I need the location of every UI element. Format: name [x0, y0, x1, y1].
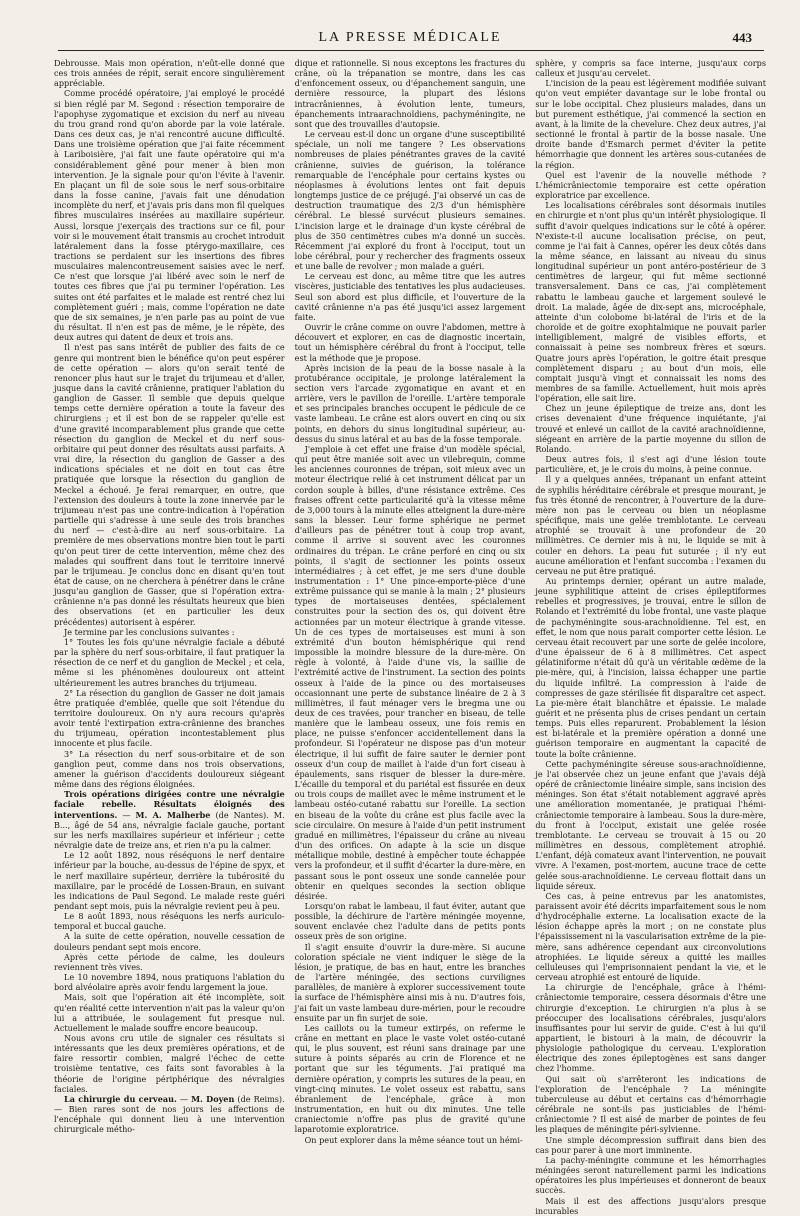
paragraph: Le 8 août 1893, nous réséquons les nerfs auriculo-temporal et buccal gauche.: [54, 911, 285, 932]
paragraph: sphère, y compris sa face interne, jusqu'aux corps calleux et jusqu'au cervelet.: [535, 58, 767, 79]
paragraph: Les caillots ou la tumeur extirpés, on referme le crâne en mettant en place le vaste volet ostéo-cutané qui, le plus souvent, est réuni sans drainage par une suture à points séparés au crin de Florence et ne portant que sur les téguments. J'ai pratiqué ma dernière opération, y compris les sutures de la peau, en vingt-cinq minutes. Le volet osseux est rabattu, sans ébranlement de l'encéphale, grâce à mon instrumentation, en huit ou dix minutes. Une telle craniectomie n'offre pas plus de gravité qu'une laparotomie exploratrice.: [294, 1022, 526, 1135]
paragraph: Ces cas, à peine entrevus par les anatomistes, paraissent avoir été décrits imparfaitement sous le nom d'hydrocéphalie externe. La localisation exacte de la lésion échappe après la mort ; on ne constate plus l'épaississement ni la vascularisation extrême de la pie-mère, sans adhérence cependant aux circonvolutions atrophiées. Le liquide séreux a quitté les mailles celluleuses qui l'emprisonnaient pendant la vie, et le cerveau atrophié est entouré de liquide.: [535, 890, 767, 983]
paragraph: Nous avons cru utile de signaler ces résultats si intéressants que les deux premières opérations, et de faire ressortir combien, malgré l'échec de cette troisième tentative, ces faits sont favorables à la théorie de l'origine périphérique des névralgies faciales.: [54, 1033, 285, 1094]
section-body: (de Reims). — Bien rares sont de nos jours les affections de l'encéphale qui donnent lieu à une intervention chirurgicale métho-: [54, 1093, 285, 1135]
page-number: 443: [732, 30, 752, 45]
paragraph: 1° Toutes les fois qu'une névralgie faciale a débuté par la sphère du nerf sous-orbitaire, il faut pratiquer la résection de ce nerf et du ganglion de Meckel ; et cela, même si les phénomènes douloureux ont atteint ultérieurement les autres branches du trijumeau.: [54, 636, 285, 688]
paragraph: Quel est l'avenir de la nouvelle méthode ? L'hémicrâniectomie temporaire est cette opération exploratrice par excellence.: [535, 169, 767, 201]
page-header: [60, 30, 760, 50]
paragraph: Cette pachyméningite séreuse sous-arachnoïdienne, je l'ai observée chez un jeune enfant que j'avais déjà opéré de crâniectomie linéaire simple, sans incision des méninges. Son état s'était notablement aggravé après une amélioration momentanée, je pratiquai l'hémi-crâniectomie temporaire à lambeau. Sous la dure-mère, du front à l'occiput, existait une gelée rosée tremblotante. Le cerveau se trouvait à 15 ou 20 millimètres en dessous, complètement atrophié. L'enfant, déjà comateux avant l'intervention, ne pouvait vivre. A l'examen, post-mortem, aucune trace de cette gelée sous-arachnoïdienne. Le cerveau flottait dans un liquide séreux.: [535, 758, 767, 891]
paragraph: Je termine par les conclusions suivantes :: [64, 626, 235, 637]
paragraph: Après incision de la peau de la bosse nasale à la protubérance occipitale, je prolonge latéralement la section vers l'arcade zygomatique en avant et en arrière, vers le pavillon de l'oreille. L'artère temporale et ses principales branches occupent le pédicule de ce vaste lambeau. Le crâne est alors ouvert en cinq ou six points, en dehors du sinus longitudinal supérieur, au-dessus du sinus latéral et au bas de la fosse temporale.: [294, 362, 526, 444]
section-author: M. Doyen: [191, 1093, 235, 1104]
section-paragraph: La chirurgie du cerveau. — M. Doyen (de Reims). — Bien rares sont de nos jours les affections de l'encéphale qui donnent lieu à une intervention chirurgicale métho-: [54, 1093, 285, 1135]
paragraph: Qui sait où s'arrêteront les indications de l'exploration de l'encéphale ? La méningite tuberculeuse au début et certains cas d'hémorrhagie cérébrale ne sont-ils pas justiciables de l'hémi-crâniectomie ? Il est aisé de marber de pointes de feu les plaques de méningite péri-sylvienne.: [535, 1073, 767, 1135]
paragraph: Il n'est pas sans intérêt de publier des faits de ce genre qui montrent bien le bénéfice qu'on peut espérer de cette opération — alors qu'on serait tenté de renoncer plus haut sur le trajet du trijumeau et d'aller, jusque dans la cavité crânienne, pratiquer l'ablation du ganglion de Gasser. Il semble que depuis quelque temps cette dernière opération a toute la faveur des chirurgiens ; et il est bon de se rappeler qu'elle est d'une gravité incomparablement plus grande que cette résection du ganglion de Meckel et du nerf sous-orbitaire qui peut donner des résultats aussi parfaits. A vrai dire, la résection du ganglion de Gasser a des indications spéciales et ne doit en tout cas être pratiquée que lorsque la résection du ganglion de Meckel a échoué. Je ferai remarquer, en outre, que l'extension des douleurs à toute la zone innervée par le trijumeau n'est pas une contre-indication à l'opération partielle qui s'adresse à une seule des trois branches du nerf — c'est-à-dire au nerf sous-orbitaire. La première de mes observations montre bien tout le parti qu'on peut tirer de cette intervention, même chez des malades qui souffrent dans tout le territoire innervé par le trijumeau. Je conclus donc en disant qu'en tout état de cause, on ne cherchera à pénétrer dans le crâne jusqu'au ganglion de Gasser, que si l'opération extra-crânienne n'a pas donné les résultats heureux que bien des observations (et en particulier les deux précédentes) autorisent à espérer.: [54, 342, 285, 627]
paragraph: Le cerveau est-il donc un organe d'une susceptibilité spéciale, un noli me tangere ? Les observations nombreuses de plaies pénétrantes graves de la cavité crânienne, suivies de guérison, la tolérance remarquable de l'encéphale pour certains kystes ou néoplasmes à évolutions lentes ont fait depuis longtemps justice de ce préjugé. J'ai observé un cas de destruction traumatique des 2/3 d'un hémisphère cérébral. Le blessé survécut plusieurs semaines. L'incision large et le drainage d'un kyste cérébral de plus de 350 centimètres cubes m'a donné un succès. Récemment j'ai exploré du front à l'occiput, tout un lobe cérébral, pour y rechercher des fragments osseux et une balle de revolver ; mon malade a guéri.: [294, 129, 526, 272]
paragraph: L'incision de la peau est légèrement modifiée suivant qu'on veut empiéter davantage sur le lobe frontal ou sur le lobe occipital. Chez plusieurs malades, dans un but purement esthétique, j'ai commencé la section en avant, à la limite de la chevelure. Chez deux autres, j'ai sectionné le frontal à partir de la bosse nasale. Une droite bande d'Esmarch permet d'éviter la petite hémorrhagie que donnent les artères sous-cutanées de la région.: [535, 78, 767, 170]
paragraph: Mais il est des affections jusqu'alors presque incurables: [535, 1195, 767, 1216]
paragraph: dique et rationnelle. Si nous exceptons les fractures du crâne, où la trépanation se montre, dans les cas d'enfoncement osseux, ou d'épanchement sanguin, une dernière ressource, la plupart des lésions intracrâniennes, à évolution lente, tumeurs, épanchements intraarachnoïdiens, pachyméningite, ne sont que des trouvailles d'autopsie.: [294, 58, 526, 129]
paragraph: La pachy-méningite commune et les hémorrhagies méningées seront naturellement parmi les indications opératoires les plus impérieuses et donneront de beaux succès.: [535, 1154, 767, 1196]
paragraph: Une simple décompression suffirait dans bien des cas pour parer à une mort imminente.: [535, 1134, 767, 1155]
paragraph: Le 12 août 1892, nous réséquons le nerf dentaire inférieur par la bouche, au-dessus de l'épine de spyx, et le nerf maxillaire supérieur, derrière la tubérosité du maxillaire, par le procédé de Lossen-Braun, en suivant les indications de Paul Segond. Le malade reste guéri pendant sept mois, puis la névralgie revient peu à peu.: [54, 850, 285, 911]
paragraph: Lorsqu'on rabat le lambeau, il faut éviter, autant que possible, la déchirure de l'artère méningée moyenne, souvent enclavée chez l'adulte dans de petits ponts osseux près de son origine.: [294, 900, 526, 942]
column-1: [54, 58, 285, 1135]
text-columns: [54, 58, 767, 1216]
paragraph: 3° La résection du nerf sous-orbitaire et de son ganglion peut, comme dans nos trois observations, amener la guérison d'accidents douloureux siégeant même dans des régions éloignées.: [54, 748, 285, 790]
header-rule: [58, 50, 764, 51]
paragraph: La chirurgie de l'encéphale, grâce à l'hémi-crâniectomie temporaire, cessera désormais d'être une chirurgie d'exception. Le chirurgien n'a plus à se préoccuper des localisations cérébrales, jusqu'alors insuffisantes pour lui servir de guide. C'est à lui qu'il appartient, le bistouri à la main, de découvrir la physiologie pathologique du cerveau. L'exploration électrique des zones épileptogènes est sans danger chez l'homme.: [535, 982, 767, 1074]
paragraph: Il y a quelques années, trépanant un enfant atteint de syphilis héréditaire cérébrale et presque mourant, je fus très étonné de rencontrer, à l'ouverture de la dure-mère non pas le cerveau ou bien un néoplasme spécifique, mais une gelée tremblotante. Le cerveau atrophié se trouvait à une profondeur de 20 millimètres. Ce dernier mis à nu, le liquide se mit à couler en dehors. La peau fut suturée ; il n'y eut aucune amélioration et l'enfant succomba : l'examen du cerveau ne put être pratiqué.: [535, 474, 767, 576]
section-paragraph: Trois opérations dirigées contre une névralgie faciale rebelle. Résultats éloignés des interventions. — M. A. Malherbe (de Nantes). M. B..., âgé de 54 ans, névralgie faciale gauche, portant sur les nerfs maxillaires supérieur et inférieur ; cette névralgie date de treize ans, et rien n'a pu la calmer.: [54, 789, 285, 851]
section-title: Trois opérations dirigées contre une névralgie faciale rebelle. Résultats éloignés des interventions.: [54, 789, 285, 820]
paragraph: Les localisations cérébrales sont désormais inutiles en chirurgie et n'ont plus qu'un intérêt physiologique. Il suffit d'avoir quelques indications sur le côté à opérer. N'existe-t-il aucune localisation précise, on peut, comme je l'ai fait à Cannes, opérer les deux côtés dans la même séance, en laissant au niveau du sinus longitudinal supérieur un pont antéro-postérieur de 3 centimètres de largeur, qui fut même sectionné transversalement. Dans ce cas, j'ai complètement rabattu le lambeau gauche et largement soulevé le droit. La malade, âgée de dix-sept ans, microcéphale, atteinte d'un colobome bi-latéral de l'iris et de la choroïde et de goitre exophtalmique ne pouvait parler intelligiblement, malgré de visibles efforts, et connaissait à peine ses nombreux frères et sœurs. Quatre jours après l'opération, le goitre était presque complètement disparu ; au bout d'un mois, elle comptait jusqu'à vingt et connaissait les noms des membres de sa famille. Actuellement, huit mois après l'opération, elle sait lire.: [535, 200, 767, 404]
paragraph: Au printemps dernier, opérant un autre malade, jeune syphilitique atteint de crises épileptiformes rebelles et progressives, je trouvai, entre le sillon de Rolando et l'extrémité du lobe frontal, une vaste plaque de pachyméningite sous-arachnoïdienne. Tel est, en effet, le nom que nous parait comporter cette lésion. Le cerveau était recouvert par une sorte de gelée incolore, d'une épaisseur de 6 à 8 millimètres. Cet aspect gélatiniforme n'était dû qu'à un véritable œdème de la pie-mère, qui, à l'incision, laissa échapper une partie du liquide infiltré. La compression à l'aide de compresses de gaze stérilisée fit disparaître cet aspect. La pie-mère était blanchâtre et épaissie. Le malade guérit et ne présenta plus de crises pendant un certain temps. Puis elles reparurent. Probablement la lésion est bi-latérale et la première opération a donné une guérison temporaire en augmentant la capacité de toute la boîte crânienne.: [535, 575, 767, 759]
paragraph: Comme procédé opératoire, j'ai employé le procédé si bien réglé par M. Segond : résection temporaire de l'apophyse zygomatique et excision du nerf au niveau du trou grand rond qu'on aborde par la voie latérale. Dans ces deux cas, je n'ai rencontré aucune difficulté. Dans une troisième opération que j'ai faite récemment à Lariboisière, j'ai fait une faute opératoire qui m'a considérablement gêné pour mener à bien mon intervention. Je la signale pour qu'on l'évite à l'avenir. En plaçant un fil de soie sous le nerf sous-orbitaire dans la fosse canine, j'avais fait une dénudation incomplète du nerf, et j'avais pris dans mon fil quelques fibres musculaires insérées au maxillaire supérieur. Aussi, lorsque j'exerçais des tractions sur ce fil, pour voir si le mouvement était transmis au crochet introduit latéralement dans la fosse ptérygo-maxillaire, ces tractions se perdaient sur les insertions des fibres musculaires malencontreusement saisies avec le nerf. Ce n'est que lorsque j'ai libéré avec soin le nerf de toutes ces fibres que j'ai pu terminer l'opération. Les suites ont été parfaites et le malade est rentré chez lui complètement guéri ; mais, comme l'opération ne date que de six semaines, je n'en parle pas au point de vue du résultat. Il n'en est pas de même, je le répète, des deux autres qui datent de deux et trois ans.: [54, 88, 285, 343]
paragraph: Le cerveau est donc, au même titre que les autres viscères, justiciable des tentatives les plus audacieuses. Seul son abord est plus difficile, et l'ouverture de la cavité crânienne n'a pas été jusqu'ici assez largement faite.: [294, 271, 526, 322]
paragraph: Chez un jeune épileptique de treize ans, dont les crises devenaient d'une fréquence inquiétante, j'ai trouvé et enlevé un caillot de la cavité arachnoïdienne, siégeant en arrière de la partie moyenne du sillon de Rolando.: [535, 403, 767, 454]
paragraph: Mais, soit que l'opération ait été incomplète, soit qu'en réalité cette intervention n'ait pas la valeur qu'on lui a attribuée, le soulagement fut presque nul. Actuellement le malade souffre encore beaucoup.: [54, 992, 285, 1033]
column-3: [535, 58, 767, 1216]
paragraph: A la suite de cette opération, nouvelle cessation de douleurs pendant sept mois encore.: [54, 931, 285, 952]
section-body: (de Nantes). M. B..., âgé de 54 ans, névralgie faciale gauche, portant sur les nerfs maxillaires supérieur et inférieur ; cette névralgie date de treize ans, et rien n'a pu la calmer.: [54, 809, 285, 851]
paragraph: Debrousse. Mais mon opération, n'eût-elle donné que ces trois années de répit, serait encore singulièrement appréciable.: [54, 58, 285, 89]
paragraph: Ouvrir le crâne comme on ouvre l'abdomen, mettre à découvert et explorer, en cas de diagnostic incertain, tout un hémisphère cérébral du front à l'occiput, telle est la méthode que je propose.: [294, 322, 526, 363]
journal-title: LA PRESSE MÉDICALE: [318, 30, 502, 45]
section-title: La chirurgie du cerveau.: [64, 1093, 177, 1104]
paragraph: Deux autres fois, il s'est agi d'une lésion toute particulière, et, je le crois du moins, à peine connue.: [535, 454, 767, 475]
column-2: [294, 58, 526, 1145]
paragraph: J'emploie à cet effet une fraise d'un modèle spécial, qui peut être maniée soit avec un vilebrequin, comme les anciennes couronnes de trépan, soit mieux avec un moteur électrique relié à cet instrument délicat par un cordon souple à billes, d'une résistance extrême. Ces fraises offrent cette particularité qu'à la vitesse même de 3,000 tours à la minute elles atteignent la dure-mère sans la blesser. Leur forme sphérique ne permet d'ailleurs pas de pénétrer tout à coup trop avant, comme il arrive si souvent avec les couronnes ordinaires du trépan. Le crâne perforé en cinq ou six points, il s'agit de sectionner les points osseux intermédiaires ; à cet effet, je me sers d'une double instrumentation : 1° Une pince-emporte-pièce d'une extrême puissance qui se manie à la main ; 2° plusieurs types de mortaiseuses dentées, spécialement construites pour la section des os, qui doivent être actionnées par un moteur électrique à grande vitesse. Un de ces types de mortaiseuses est muni à son extrémité d'un bouton hémisphérique qui rend impossible la moindre blessure de la dure-mère. On règle à volonté, à l'aide d'une vis, la saillie de l'extrémité active de l'instrument. La section des points osseux à l'aide de la pince ou des mortaiseuses occasionnant une perte de substance linéaire de 2 à 3 millimètres, il faut ménager vers le bregma une ou deux de ces travées, pour trancher en biseau, de telle manière que le lambeau osseux, une fois remis en place, ne puisse s'enfoncer accidentellement dans la profondeur. Si l'opérateur ne dispose pas d'un moteur électrique, il lui suffit de faire sauter le dernier pont osseux d'un coup de maillet à l'aide d'un fort ciseau à épaulements, sans risquer de blesser la dure-mère. L'écaille du temporal et du pariétal est fissurée en deux ou trois coups de maillet avec le même instrument et le lambeau ostéo-cutané rabattu sur l'oreille. La section en biseau de la voûte du crâne est plus facile avec la scie circulaire. On mesure à l'aide d'un petit instrument gradué en millimètres, l'épaisseur du crâne au niveau d'un des orifices. On adapte à la scie un disque métallique mobile, destiné à empêcher toute échappée vers la profondeur, et il suffit d'écarter la dure-mère, en passant sous le pont osseux une sonde cannelée pour obtenir en quelques secondes la section oblique désirée.: [294, 443, 526, 901]
paragraph: 2° La résection du ganglion de Gasser ne doit jamais être pratiquée d'emblée, quelle que soit l'étendue du territoire douloureux. On n'y aura recours qu'après avoir tenté l'extirpation extra-crânienne des branches du trijumeau, opération incontestablement plus innocente et plus facile.: [54, 687, 285, 749]
paragraph: On peut explorer dans la même séance tout un hémi-: [304, 1134, 523, 1145]
section-author: M. A. Malherbe: [135, 809, 211, 820]
paragraph: Il s'agit ensuite d'ouvrir la dure-mère. Si aucune coloration spéciale ne vient indiquer le siège de la lésion, je pratique, de bas en haut, entre les branches de l'artère méningée, des sections curvilignes parallèles, de manière à explorer successivement toute la surface de l'hémisphère ainsi mis à nu. D'autres fois, j'ai fait un vaste lambeau dure-mérien, pour le recoudre ensuite par un fin surjet de soie.: [294, 941, 526, 1023]
paragraph: Le 10 novembre 1894, nous pratiquons l'ablation du bord alvéolaire après avoir fendu largement la joue.: [54, 972, 285, 993]
paragraph: Après cette période de calme, les douleurs reviennent très vives.: [54, 951, 285, 972]
